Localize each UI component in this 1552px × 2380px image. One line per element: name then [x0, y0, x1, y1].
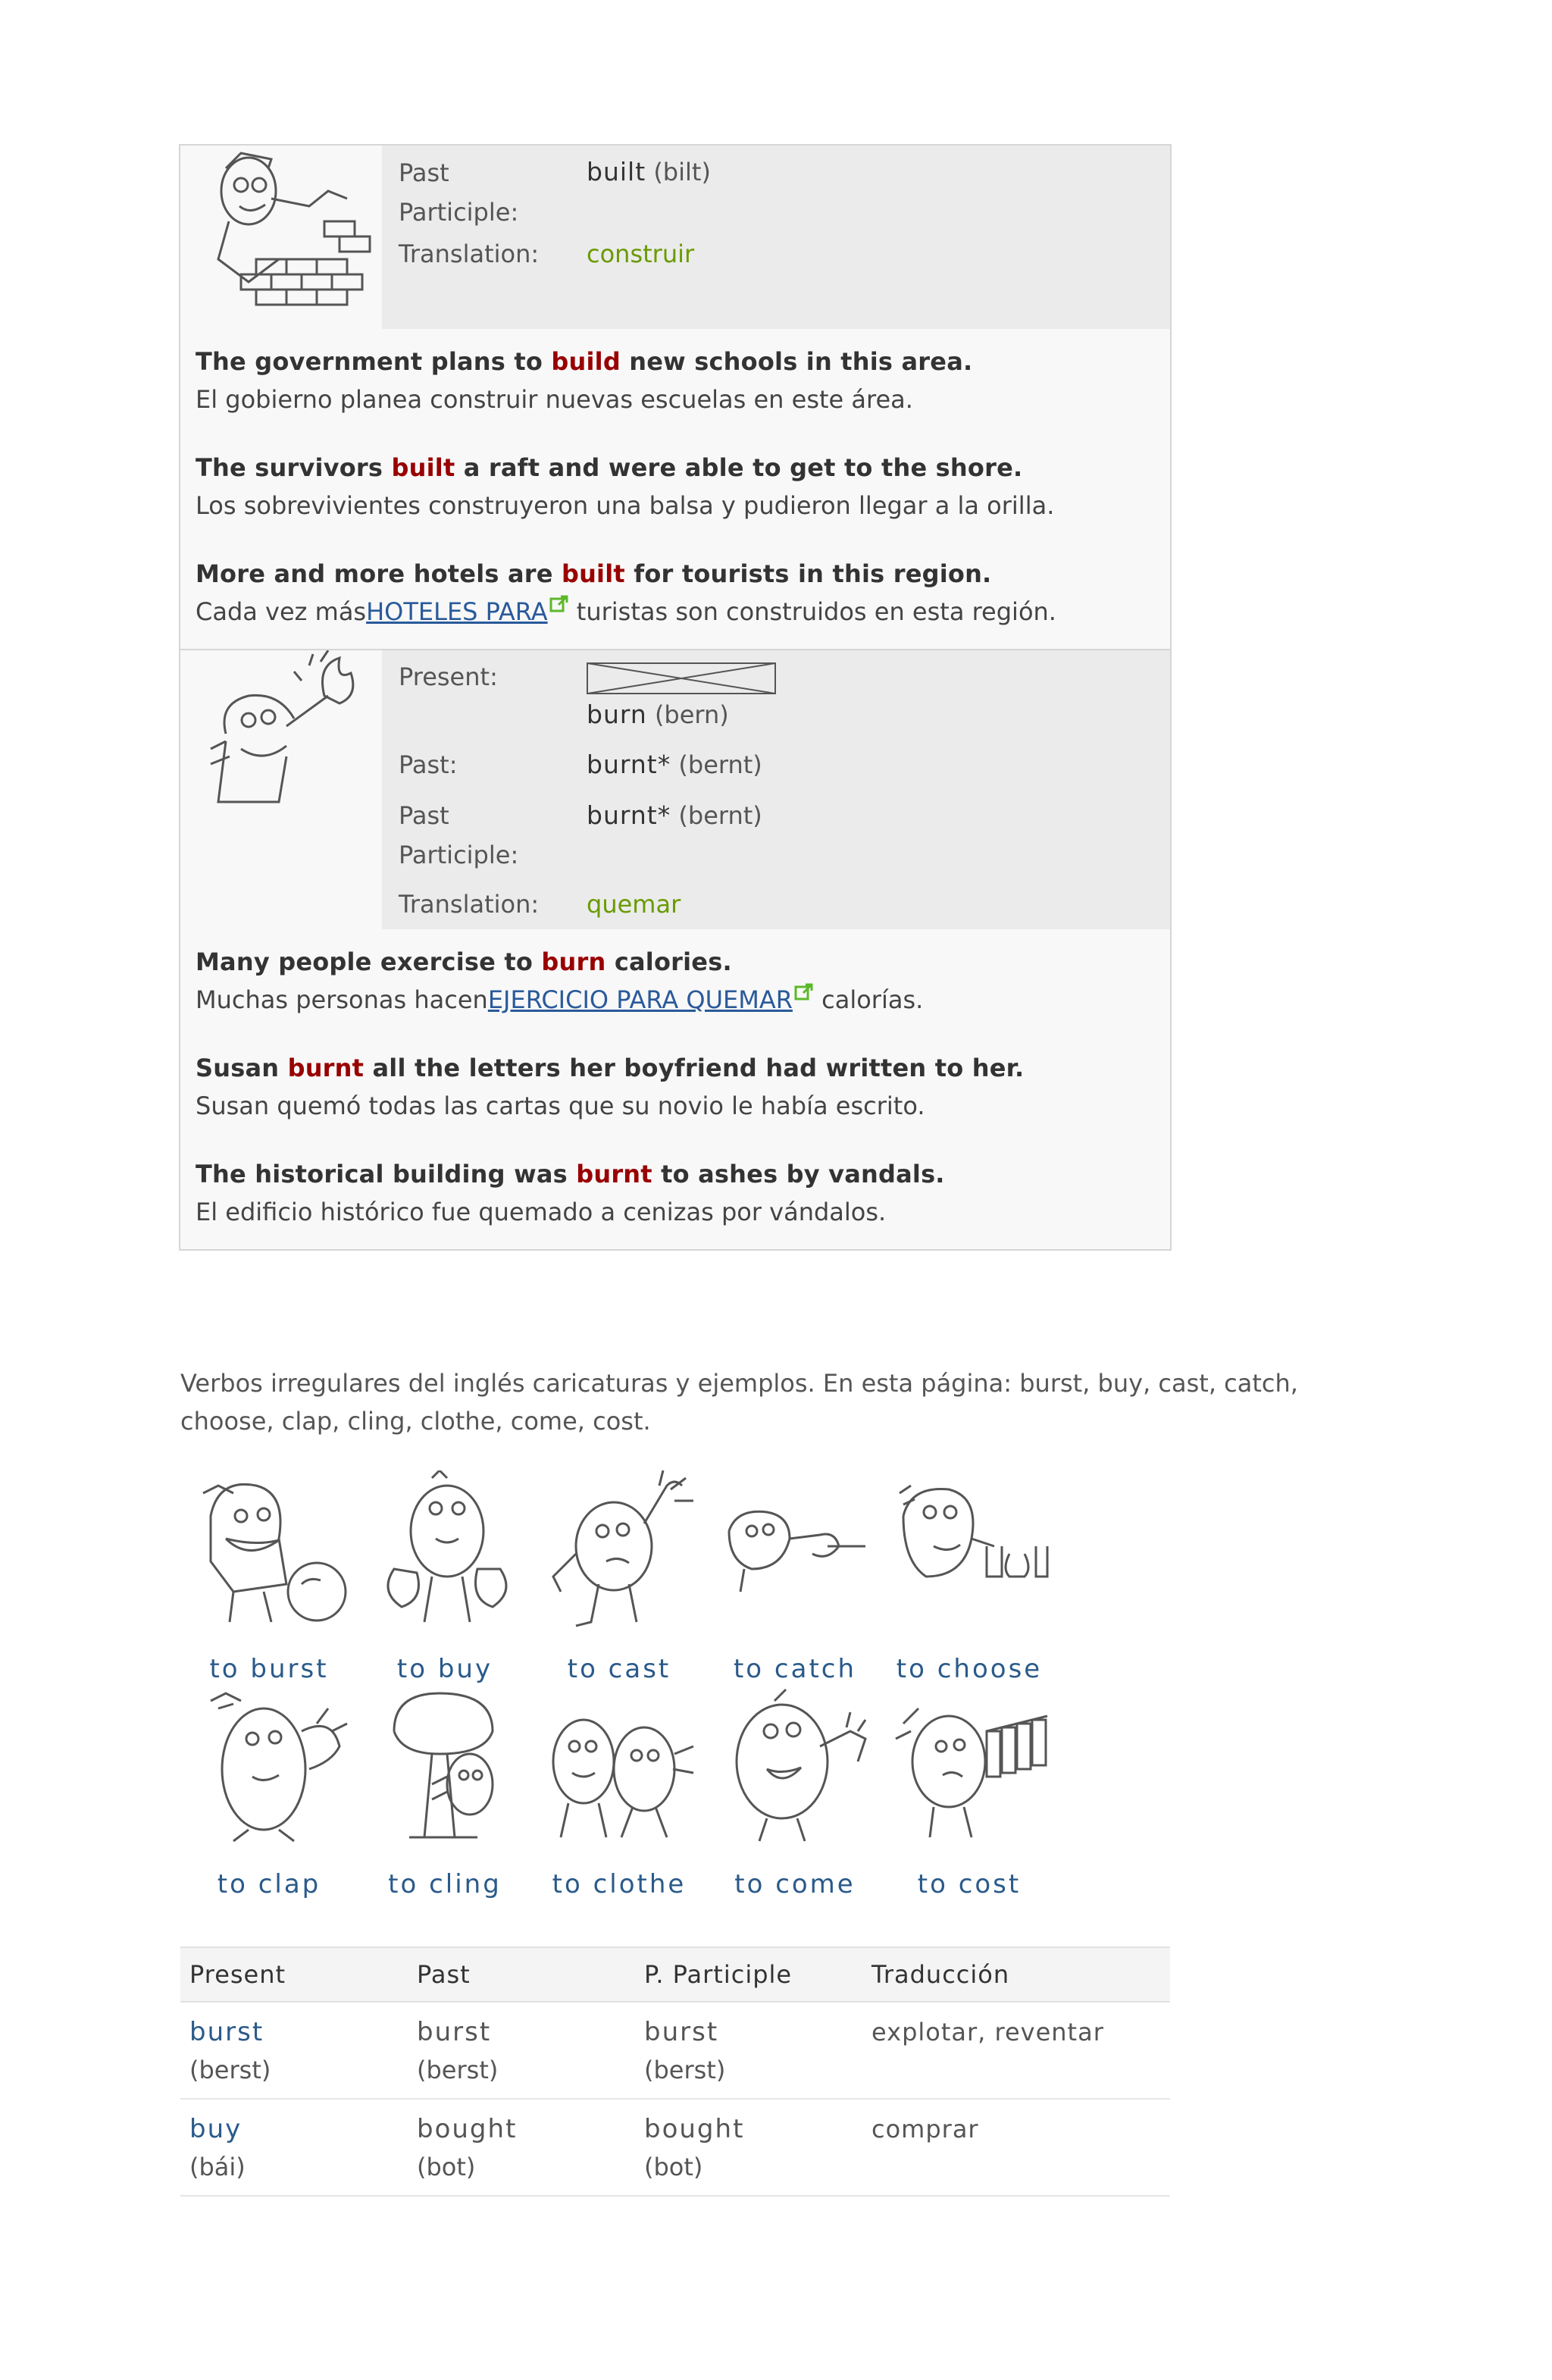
grid-caption[interactable]: to catch [733, 1654, 857, 1684]
form-label: Past Participle: [399, 801, 519, 869]
grid-item-clothe[interactable] [532, 1686, 706, 1898]
choose-cartoon-icon [888, 1470, 1050, 1637]
highlighted-verb: burnt [287, 1054, 365, 1082]
grid-caption[interactable]: to clothe [552, 1869, 687, 1899]
form-word: burnt* [587, 800, 671, 830]
form-value [587, 796, 762, 835]
col-header-past: Past [408, 1947, 635, 2002]
grid-caption[interactable]: to cling [388, 1869, 502, 1899]
grid-caption[interactable]: to clap [217, 1869, 321, 1899]
grid-item-cling[interactable] [358, 1686, 532, 1898]
grid-item-cost[interactable] [882, 1686, 1056, 1898]
example-1 [196, 343, 1155, 418]
verb-forms-panel [180, 650, 1170, 929]
example-3 [196, 1155, 1155, 1231]
intro-text: Verbos irregulares del inglés caricaturas y ejemplos. En esta página: burst, buy, cast, catch, choose, clap, cling, clothe, come, cost. [180, 1369, 1298, 1436]
form-pronunciation: (bernt) [671, 750, 762, 779]
grid-caption[interactable]: to buy [396, 1654, 493, 1684]
clap-cartoon-icon [188, 1686, 350, 1852]
form-pronunciation: (bilt) [646, 158, 711, 186]
highlighted-verb: build [551, 347, 621, 376]
cell-past: burst (berst) [408, 2002, 635, 2099]
form-word: built [587, 157, 646, 186]
form-pronunciation: (bern) [646, 700, 729, 729]
form-word: burn [587, 700, 647, 729]
verb-illustration [180, 650, 382, 929]
example-spanish: El edificio histórico fue quemado a cenizas por vándalos. [196, 1198, 887, 1226]
example-spanish: Cada vez másHOTELES PARA turistas son construidos en esta región. [196, 593, 1155, 631]
verb-link[interactable]: burst [189, 2017, 264, 2047]
translation-value: construir [587, 240, 695, 268]
example-spanish: Los sobrevivientes construyeron una balsa y pudieron llegar a la orilla. [196, 491, 1055, 520]
cling-cartoon-icon [364, 1686, 526, 1852]
cell-translation: comprar [862, 2099, 1170, 2196]
example-2 [196, 1049, 1155, 1125]
verb-forms-panel [180, 146, 1170, 329]
grid-item-clap[interactable] [182, 1686, 356, 1898]
verb-card-burn [179, 649, 1172, 1251]
form-label: Past: [399, 750, 458, 779]
grid-caption[interactable]: to come [734, 1869, 856, 1899]
cell-present: buy (bái) [180, 2099, 408, 2196]
table-row [180, 2099, 1170, 2196]
translation-value: quemar [587, 890, 681, 919]
form-pronunciation: (bernt) [671, 801, 762, 830]
highlighted-verb: built [391, 453, 455, 482]
cell-present: burst (berst) [180, 2002, 408, 2099]
form-value [587, 153, 711, 191]
external-link-icon [794, 982, 814, 1002]
grid-item-catch[interactable] [708, 1470, 882, 1683]
burning-match-cartoon-icon [196, 650, 377, 825]
example-english: The government plans to build new schools in this area. [196, 347, 973, 376]
example-spanish: El gobierno planea construir nuevas escuelas en este área. [196, 385, 913, 414]
verb-link[interactable]: buy [189, 2114, 242, 2144]
burst-cartoon-icon [188, 1470, 350, 1637]
grid-caption[interactable]: to choose [896, 1654, 1043, 1684]
grid-item-come[interactable] [708, 1686, 882, 1898]
highlighted-verb: built [561, 559, 625, 588]
example-english: More and more hotels are built for tourists in this region. [196, 559, 992, 588]
grid-caption[interactable]: to cost [917, 1869, 1022, 1899]
hotels-link[interactable]: HOTELES PARA [366, 597, 548, 626]
grid-item-cast[interactable] [532, 1470, 706, 1683]
cell-past: bought (bot) [408, 2099, 635, 2196]
external-link-icon [549, 594, 569, 614]
highlighted-verb: burn [541, 947, 606, 976]
example-spanish: Susan quemó todas las cartas que su novio le había escrito. [196, 1091, 925, 1120]
come-cartoon-icon [714, 1686, 876, 1852]
form-label: Past Participle: [399, 158, 519, 227]
cell-participle: burst (berst) [635, 2002, 862, 2099]
cast-cartoon-icon [538, 1470, 700, 1637]
form-label: Translation: [399, 890, 540, 919]
form-word: burnt* [587, 750, 671, 779]
table-header-row [180, 1947, 1170, 2002]
verb-card-build [179, 144, 1172, 650]
clothe-cartoon-icon [538, 1686, 700, 1852]
broken-image-icon [587, 662, 776, 694]
form-row-present [399, 658, 1170, 734]
bricklayer-cartoon-icon [196, 146, 377, 320]
cost-cartoon-icon [888, 1686, 1050, 1852]
grid-item-burst[interactable] [182, 1470, 356, 1683]
cell-translation: explotar, reventar [862, 2002, 1170, 2099]
example-1 [196, 943, 1155, 1019]
exercise-link[interactable]: EJERCICIO PARA QUEMAR [487, 985, 793, 1014]
verb-illustration [180, 146, 382, 329]
table-row [180, 2002, 1170, 2099]
example-english: Susan burnt all the letters her boyfriend had written to her. [196, 1054, 1025, 1082]
cell-participle: bought (bot) [635, 2099, 862, 2196]
form-value [587, 746, 762, 784]
catch-cartoon-icon [714, 1470, 876, 1637]
highlighted-verb: burnt [576, 1160, 652, 1188]
form-label: Present: [399, 662, 498, 691]
example-english: The historical building was burnt to ashes by vandals. [196, 1160, 945, 1188]
form-label: Translation: [399, 240, 540, 268]
grid-caption[interactable]: to burst [209, 1654, 329, 1684]
example-2 [196, 449, 1155, 525]
example-english: The survivors built a raft and were able to get to the shore. [196, 453, 1023, 482]
grid-item-choose[interactable] [882, 1470, 1056, 1683]
grid-item-buy[interactable] [358, 1470, 532, 1683]
grid-caption[interactable]: to cast [567, 1654, 671, 1684]
buy-cartoon-icon [364, 1470, 526, 1637]
example-spanish: Muchas personas hacenEJERCICIO PARA QUEMAR calorías. [196, 981, 1155, 1019]
irregular-verbs-table [180, 1946, 1170, 2197]
form-value [587, 658, 776, 734]
example-english: Many people exercise to burn calories. [196, 947, 732, 976]
col-header-participle: P. Participle [635, 1947, 862, 2002]
example-3 [196, 555, 1155, 631]
col-header-translation: Traducción [862, 1947, 1170, 2002]
col-header-present: Present [180, 1947, 408, 2002]
